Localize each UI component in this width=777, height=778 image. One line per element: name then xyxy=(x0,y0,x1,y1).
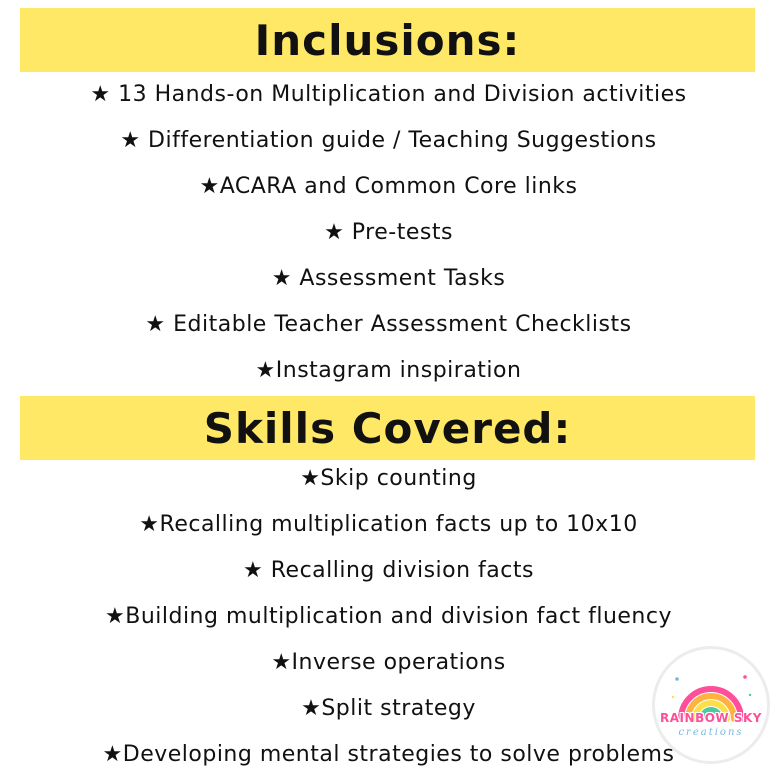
logo-subtitle: creations xyxy=(678,727,744,738)
rainbow-icon xyxy=(655,649,767,761)
list-item: ★Split strategy xyxy=(301,696,476,721)
inclusions-banner xyxy=(20,8,755,72)
list-item: ★ Pre-tests xyxy=(324,220,453,245)
list-item: ★ACARA and Common Core links xyxy=(199,174,578,199)
list-item: ★ Recalling division facts xyxy=(243,558,534,583)
list-item: ★Building multiplication and division fact fluency xyxy=(105,604,672,629)
list-item: ★ Editable Teacher Assessment Checklists xyxy=(145,312,632,337)
list-item: ★Recalling multiplication facts up to 10x10 xyxy=(139,512,638,537)
skills-banner xyxy=(20,396,755,460)
inclusions-heading: Inclusions: xyxy=(254,15,521,65)
skills-heading: Skills Covered: xyxy=(203,403,572,453)
list-item: ★ Assessment Tasks xyxy=(271,266,506,291)
rainbow-sky-logo xyxy=(652,646,770,764)
list-item: ★Skip counting xyxy=(300,466,477,491)
list-item: ★ Differentiation guide / Teaching Suggestions xyxy=(120,128,657,153)
logo-name: RAINBOW SKY xyxy=(660,711,762,725)
list-item: ★ 13 Hands-on Multiplication and Division activities xyxy=(90,82,687,107)
list-item: ★Instagram inspiration xyxy=(255,358,522,383)
list-item: ★Developing mental strategies to solve problems xyxy=(102,742,675,767)
inclusions-list xyxy=(0,72,777,394)
list-item: ★Inverse operations xyxy=(271,650,506,675)
